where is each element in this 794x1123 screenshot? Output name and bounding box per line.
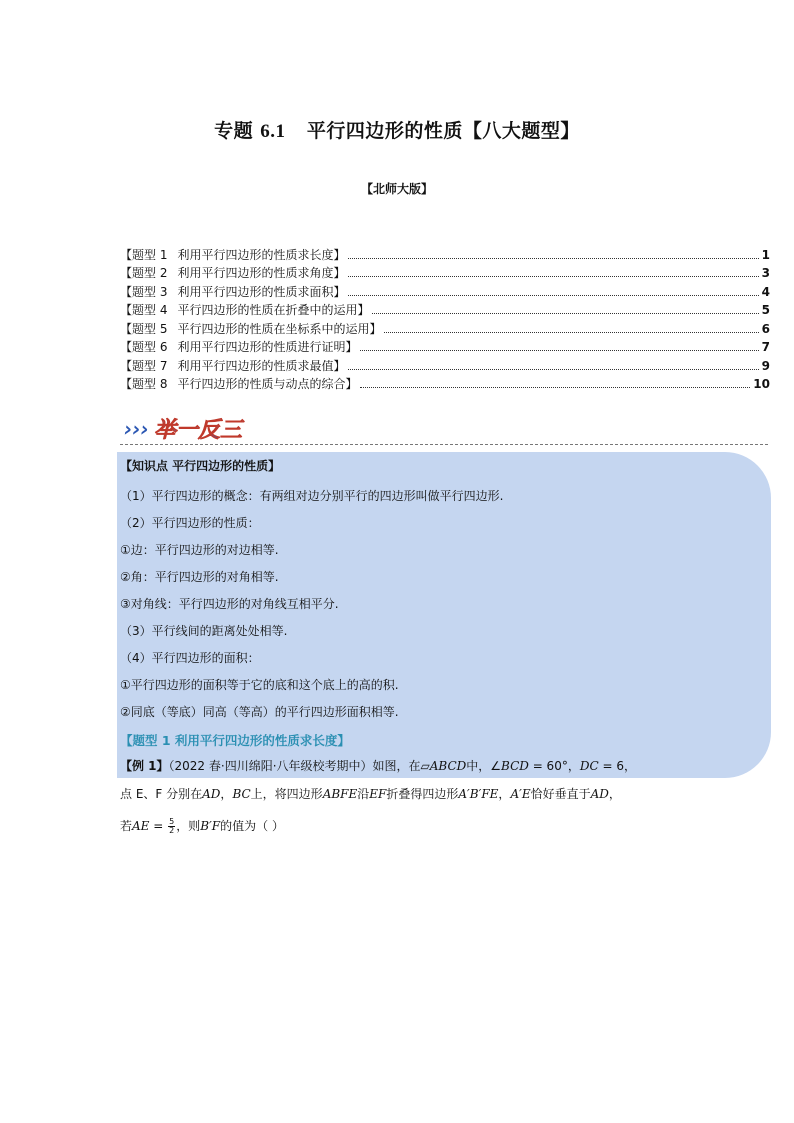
text-span: ， [498,787,511,801]
toc-row[interactable] [120,375,770,394]
toc-name: 利用平行四边形的性质求最值】 [177,358,346,373]
toc-name: 平行四边形的性质在坐标系中的运用】 [177,321,382,336]
text-span: = 6， [598,759,636,773]
knowledge-heading: 【知识点 平行四边形的性质】 [120,459,281,473]
toc-page: 3 [761,266,770,280]
toc-label [120,264,345,282]
toc-leader [348,275,758,277]
fraction [168,818,175,835]
toc-type: 【题型 1 [120,247,168,262]
text-span: = 60°， [528,759,580,773]
math-ad: AD [202,787,221,801]
toc-page: 1 [761,247,770,262]
toc-label [120,375,357,393]
knowledge-line: （2）平行四边形的性质： [120,516,260,530]
toc-leader [372,312,758,314]
table-of-contents [120,245,770,393]
toc-name: 利用平行四边形的性质求长度】 [177,247,346,262]
toc-type: 【题型 6 [120,340,168,354]
toc-name: 利用平行四边形的性质求面积】 [177,284,346,299]
toc-name: 利用平行四边形的性质求角度】 [177,266,346,280]
math-dc: DC [579,759,599,773]
toc-leader [348,294,758,296]
toc-leader [348,368,758,370]
toc-label [120,246,345,264]
knowledge-line: ③对角线：平行四边形的对角线互相平分. [120,597,339,611]
math-ad: AD [590,787,609,801]
banner-text: 举一反三 [154,418,243,443]
text-span: = [149,819,168,833]
toc-leader [384,331,758,333]
toc-name: 利用平行四边形的性质进行证明】 [177,340,358,354]
text-span: 的值为（ ） [220,819,284,833]
math-abfe-folded: A′B′FE [458,787,499,801]
example-line-2 [120,785,621,803]
toc-page: 9 [761,358,770,373]
text-span: ， [608,787,621,801]
toc-type: 【题型 4 [120,303,168,317]
toc-row[interactable] [120,319,770,338]
knowledge-line: ①平行四边形的面积等于它的底和这个底上的高的积. [120,678,399,692]
text-span: 中，∠ [466,759,502,773]
toc-name: 平行四边形的性质与动点的综合】 [177,377,358,391]
text-span: 若 [120,819,133,833]
toc-row[interactable] [120,301,770,320]
text-span: 折叠得四边形 [386,787,459,801]
math-ef: EF [369,787,387,801]
toc-label [120,301,369,319]
text-span: （2022 春·四川绵阳·八年级校考期中）如图，在▱ [168,759,430,773]
toc-type: 【题型 2 [120,266,168,280]
math-abfe: ABFE [322,787,358,801]
toc-label [120,320,381,338]
banner-juyifansan [122,414,252,444]
title-topic: 平行四边形的性质【八大题型】 [306,120,580,142]
toc-name: 平行四边形的性质在折叠中的运用】 [177,303,370,317]
text-span: 上，将四边形 [250,787,323,801]
page-title [0,116,794,143]
text-span: 点 E、F 分别在 [120,787,203,801]
title-prefix: 专题 [214,120,254,142]
math-bc: BC [232,787,251,801]
toc-leader [348,257,758,259]
toc-row[interactable] [120,245,770,264]
text-span: 沿 [357,787,370,801]
toc-row[interactable] [120,338,770,357]
fraction-numerator: 5 [169,817,175,826]
toc-type: 【题型 3 [120,284,168,299]
toc-label [120,283,345,301]
toc-page: 7 [761,340,770,354]
toc-type: 【题型 5 [120,321,168,336]
math-abcd: ABCD [429,759,467,773]
toc-page: 10 [753,377,770,391]
math-bf: B′F [200,819,221,833]
toc-page: 5 [761,303,770,317]
toc-type: 【题型 7 [120,358,168,373]
knowledge-line: （1）平行四边形的概念：有两组对边分别平行的四边形叫做平行四边形. [120,489,504,503]
knowledge-line: ①边：平行四边形的对边相等. [120,543,279,557]
math-ae-prime: A′E [510,787,531,801]
fraction-denominator: 2 [169,826,175,835]
banner-arrows-icon: ››› [124,417,149,441]
type1-title: 【题型 1 利用平行四边形的性质求长度】 [120,733,350,748]
toc-page: 6 [761,321,770,336]
example-label: 【例 1】 [120,759,169,773]
math-bcd: BCD [501,759,529,773]
math-ae: AE [132,819,150,833]
knowledge-line: ②角：平行四边形的对角相等. [120,570,279,584]
example-line-1 [120,757,636,775]
text-span: ， [220,787,233,801]
knowledge-line: （3）平行线间的距离处处相等. [120,624,288,638]
text-span: 恰好垂直于 [530,787,591,801]
toc-leader [360,349,758,351]
toc-label [120,338,357,356]
knowledge-line: （4）平行四边形的面积： [120,651,260,665]
toc-row[interactable] [120,356,770,375]
knowledge-line: ②同底（等底）同高（等高）的平行四边形面积相等. [120,705,399,719]
text-span: ，则 [176,819,201,833]
toc-label [120,357,345,375]
example-line-3 [120,817,284,835]
toc-page: 4 [761,284,770,299]
toc-row[interactable] [120,282,770,301]
toc-type: 【题型 8 [120,377,168,391]
edition-label: 【北师大版】 [360,182,433,196]
toc-row[interactable] [120,264,770,283]
title-number: 6.1 [260,121,286,142]
toc-leader [360,386,750,388]
section-divider [120,444,768,445]
